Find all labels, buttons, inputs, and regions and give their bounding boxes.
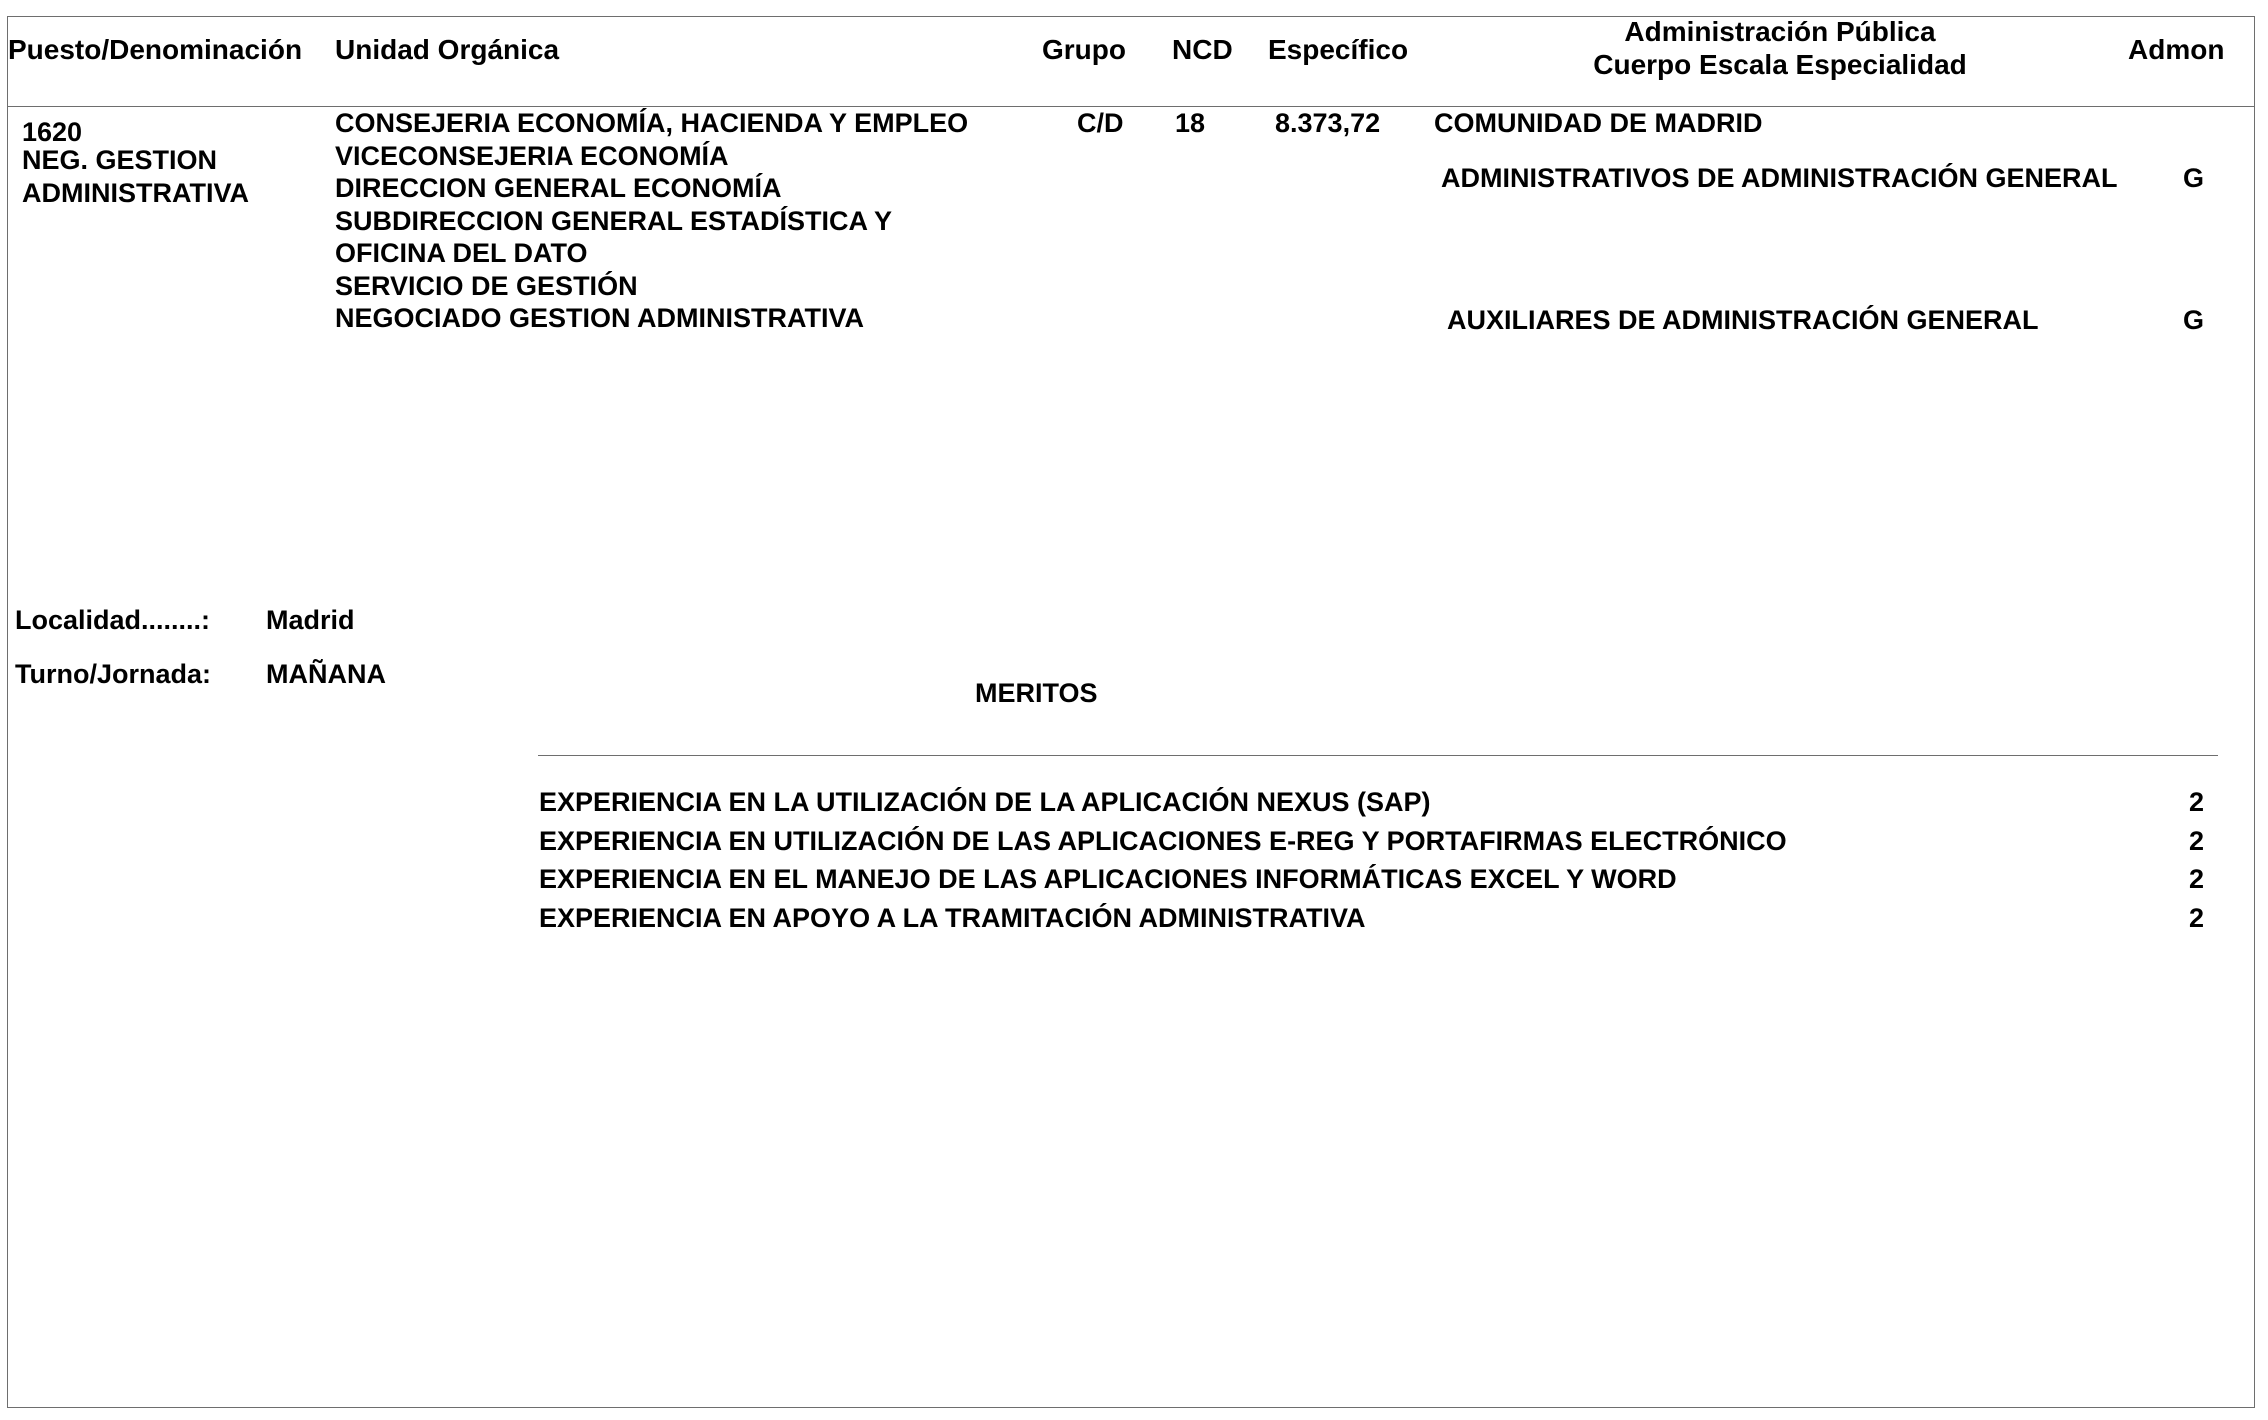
unidad-organica-line: SERVICIO DE GESTIÓN: [335, 270, 638, 301]
unidad-organica-list: [335, 107, 968, 335]
merito-points: 2: [2189, 903, 2205, 933]
header-cuerpo-escala: Cuerpo Escala Especialidad: [1593, 49, 1967, 80]
localidad-value: Madrid: [266, 605, 355, 635]
unidad-organica-line: CONSEJERIA ECONOMÍA, HACIENDA Y EMPLEO: [335, 108, 969, 138]
merito-points: 2: [2189, 787, 2205, 817]
unidad-organica-line: DIRECCION GENERAL ECONOMÍA: [335, 173, 782, 203]
turno-label: Turno/Jornada:: [15, 659, 212, 689]
cuerpo-admon: G: [2183, 163, 2205, 193]
meritos-title: MERITOS: [975, 678, 1098, 708]
localidad-label: Localidad........:: [15, 605, 211, 635]
unidad-organica-line: VICECONSEJERIA ECONOMÍA: [335, 140, 729, 171]
especifico-value: 8.373,72: [1275, 108, 1381, 138]
unidad-organica-line: OFICINA DEL DATO: [335, 238, 588, 268]
header-administracion-publica: Administración Pública: [1624, 16, 1936, 47]
puesto-denominacion-line1: NEG. GESTION: [22, 145, 218, 175]
meritos-divider: [538, 755, 2218, 756]
unidad-organica-line: SUBDIRECCION GENERAL ESTADÍSTICA Y: [335, 205, 893, 236]
unidad-organica-line: NEGOCIADO GESTION ADMINISTRATIVA: [335, 303, 865, 333]
header-unidad-organica: Unidad Orgánica: [335, 34, 560, 65]
turno-value: MAÑANA: [266, 659, 386, 689]
merito-text: EXPERIENCIA EN LA UTILIZACIÓN DE LA APLICACIÓN NEXUS (SAP): [539, 787, 1431, 817]
header-puesto: Puesto/Denominación: [8, 34, 303, 65]
merito-text: EXPERIENCIA EN APOYO A LA TRAMITACIÓN ADMINISTRATIVA: [539, 903, 1366, 933]
administracion-value: COMUNIDAD DE MADRID: [1434, 108, 1763, 138]
cuerpo-admon: G: [2183, 305, 2205, 335]
header-admon: Admon: [2128, 34, 2225, 65]
merito-points: 2: [2189, 826, 2205, 856]
header-grupo: Grupo: [1042, 34, 1126, 65]
merito-points: 2: [2189, 864, 2205, 894]
header-especifico: Específico: [1268, 34, 1409, 65]
puesto-denominacion-line2: ADMINISTRATIVA: [22, 178, 249, 208]
cuerpo-name: ADMINISTRATIVOS DE ADMINISTRACIÓN GENERAL: [1441, 163, 2118, 193]
merito-text: EXPERIENCIA EN EL MANEJO DE LAS APLICACIONES INFORMÁTICAS EXCEL Y WORD: [539, 864, 1677, 894]
puesto-codigo: 1620: [22, 117, 83, 147]
ncd-value: 18: [1175, 108, 1206, 138]
cuerpo-name: AUXILIARES DE ADMINISTRACIÓN GENERAL: [1447, 305, 2039, 335]
header-ncd: NCD: [1172, 34, 1233, 65]
grupo-value: C/D: [1077, 108, 1124, 138]
merito-text: EXPERIENCIA EN UTILIZACIÓN DE LAS APLICACIONES E-REG Y PORTAFIRMAS ELECTRÓNICO: [539, 826, 1787, 856]
